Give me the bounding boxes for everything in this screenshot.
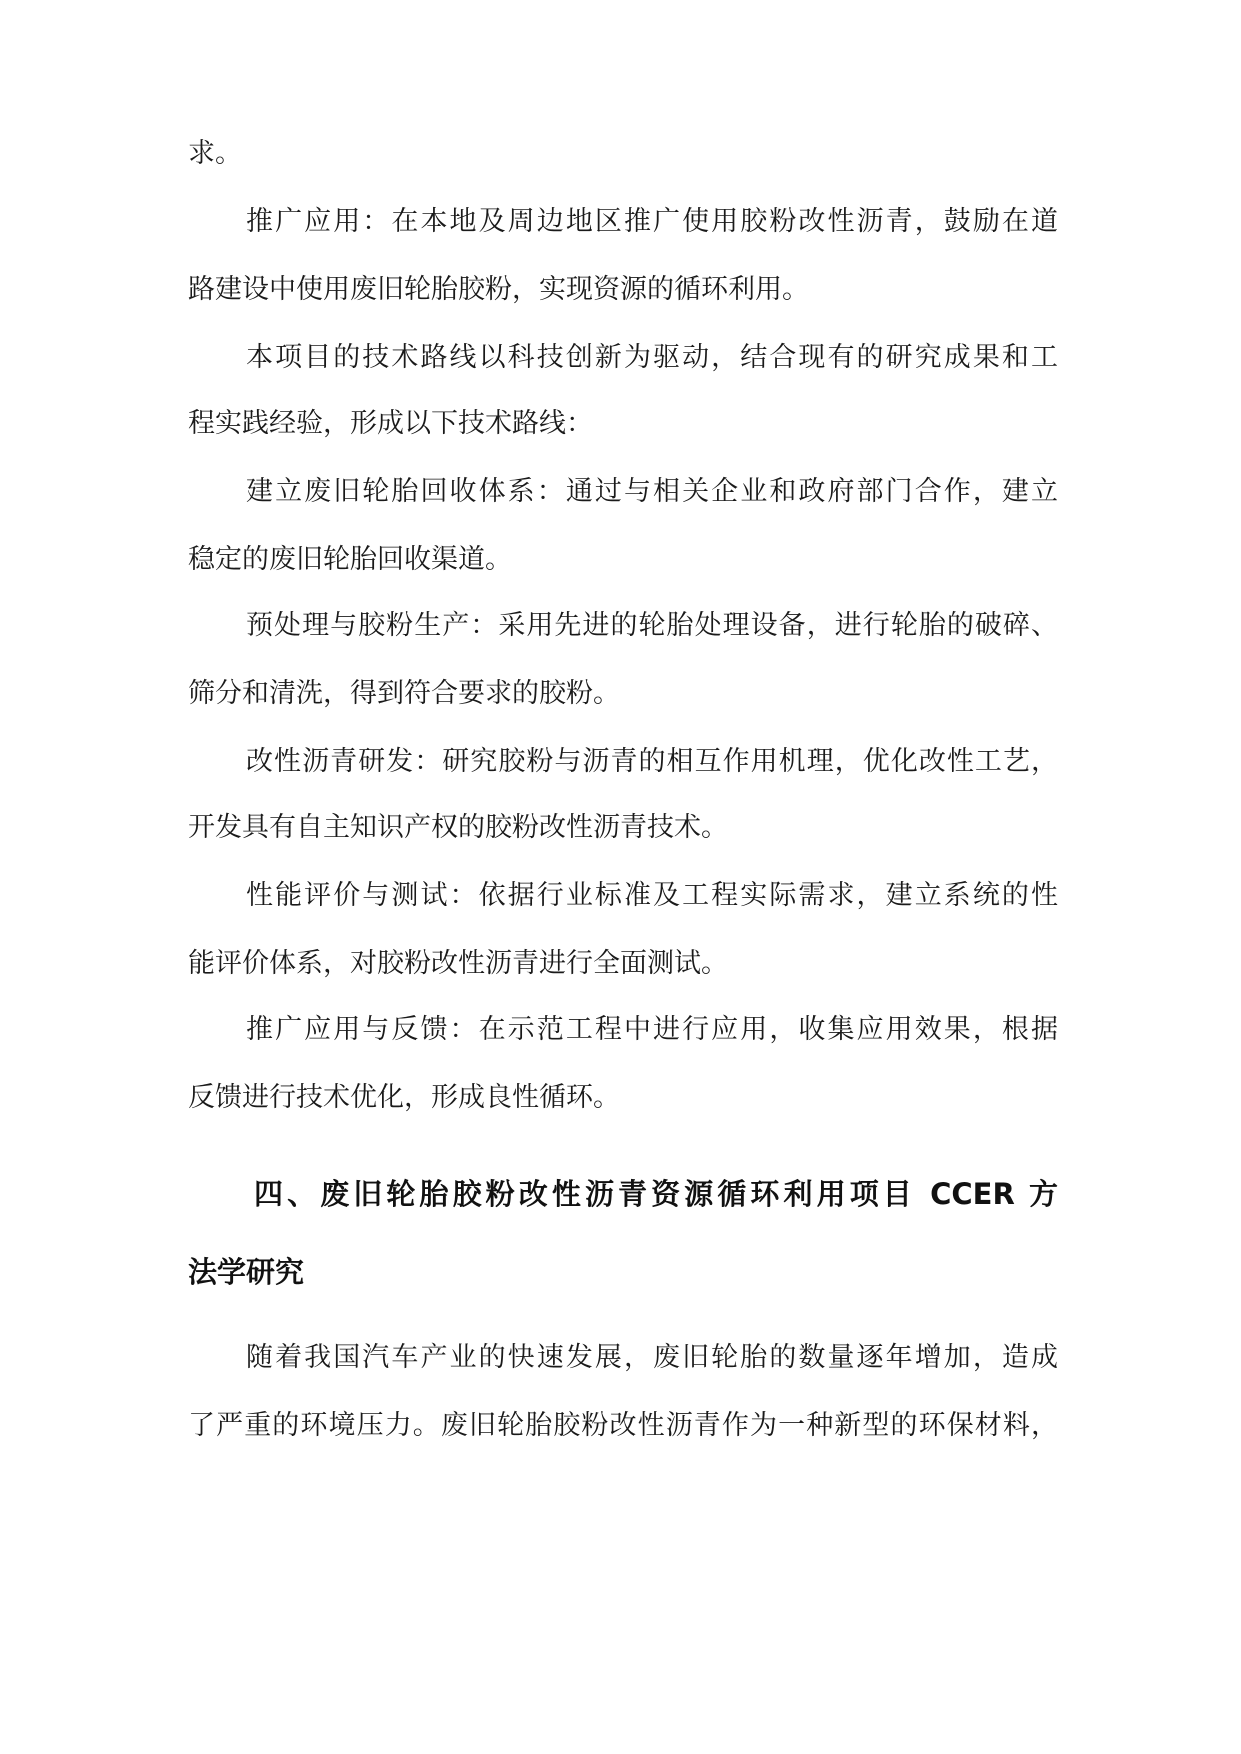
- paragraph-line: 程实践经验，形成以下技术路线：: [188, 408, 593, 439]
- paragraph-line: 性能评价与测试：依据行业标准及工程实际需求，建立系统的性: [246, 880, 1058, 911]
- paragraph-line: 预处理与胶粉生产：采用先进的轮胎处理设备，进行轮胎的破碎、: [246, 610, 1058, 641]
- paragraph-line: 路建设中使用废旧轮胎胶粉，实现资源的循环利用。: [188, 274, 809, 305]
- paragraph-line: 本项目的技术路线以科技创新为驱动，结合现有的研究成果和工: [246, 342, 1058, 373]
- paragraph-line: 推广应用与反馈：在示范工程中进行应用，收集应用效果，根据: [246, 1014, 1058, 1045]
- paragraph-line: 随着我国汽车产业的快速发展，废旧轮胎的数量逐年增加，造成: [246, 1342, 1058, 1373]
- paragraph-line: 建立废旧轮胎回收体系：通过与相关企业和政府部门合作，建立: [246, 476, 1058, 507]
- paragraph-line: 改性沥青研发：研究胶粉与沥青的相互作用机理，优化改性工艺，: [246, 746, 1058, 777]
- paragraph-line: 能评价体系，对胶粉改性沥青进行全面测试。: [188, 948, 728, 979]
- paragraph-line: 稳定的废旧轮胎回收渠道。: [188, 544, 512, 575]
- section-heading: 四、废旧轮胎胶粉改性沥青资源循环利用项目 CCER 方: [254, 1177, 1058, 1211]
- paragraph-line: 反馈进行技术优化，形成良性循环。: [188, 1082, 620, 1113]
- paragraph-line: 开发具有自主知识产权的胶粉改性沥青技术。: [188, 812, 728, 843]
- paragraph-line: 求。: [188, 138, 242, 169]
- section-heading: 法学研究: [188, 1255, 305, 1289]
- paragraph-line: 筛分和清洗，得到符合要求的胶粉。: [188, 678, 620, 709]
- paragraph-line: 了严重的环境压力。废旧轮胎胶粉改性沥青作为一种新型的环保材料，: [188, 1410, 1058, 1441]
- paragraph-line: 推广应用：在本地及周边地区推广使用胶粉改性沥青，鼓励在道: [246, 206, 1058, 237]
